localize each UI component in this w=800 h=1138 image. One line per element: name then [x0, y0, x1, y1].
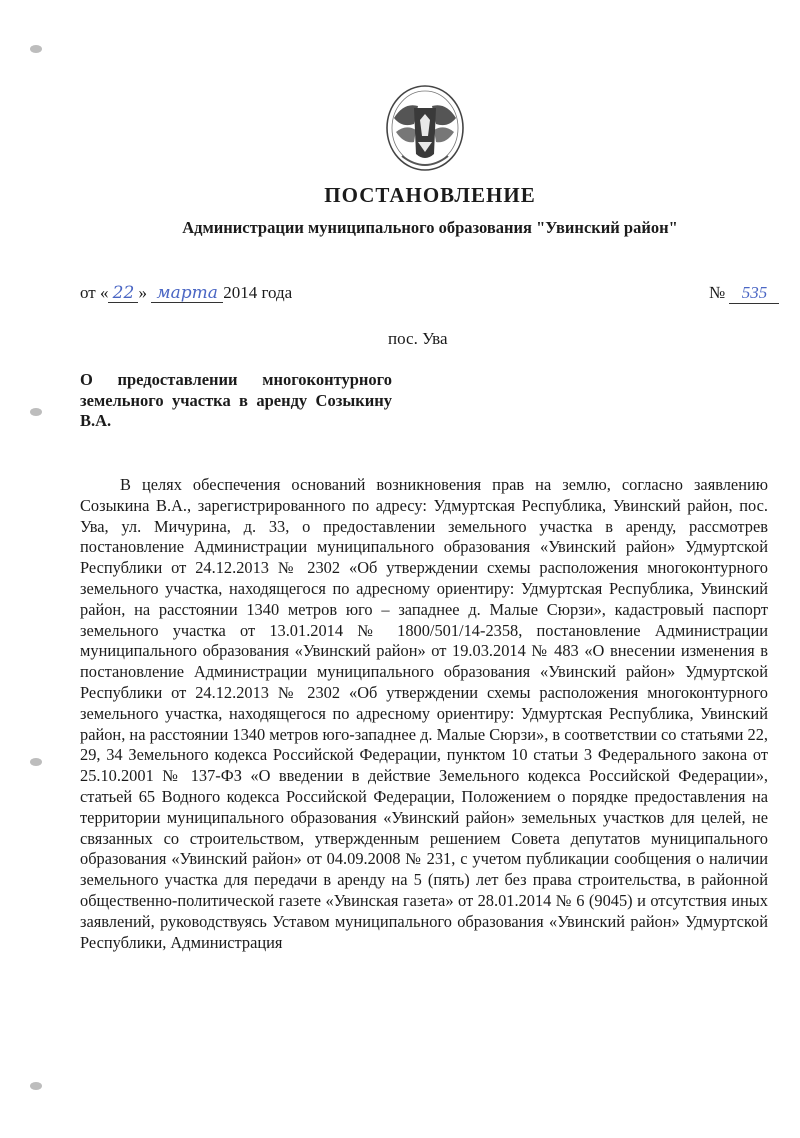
place-of-issue: пос. Ува — [388, 329, 448, 348]
date-day: 22 — [108, 285, 138, 303]
punch-hole — [30, 408, 42, 416]
punch-hole — [30, 1082, 42, 1090]
date-year: 2014 года — [223, 283, 293, 302]
document-subject: О предоставлении многоконтурного земельного участка в аренду Созыкину В.А. — [80, 370, 392, 430]
date-month: марта — [151, 285, 223, 303]
punch-hole — [30, 758, 42, 766]
date-prefix: от « — [80, 283, 109, 302]
date-line — [80, 283, 292, 303]
body-paragraph: В целях обеспечения оснований возникновения прав на землю, согласно заявлению Созыкина В.А., зарегистрированного по адресу: Удмуртская Республика, Увинский район, пос. Ува, ул. Мичурина, д. 33, о предоставлении земельного участка в аренду, рассмотрев постановление Администрации муниципального образования «Увинский район» Удмуртской Республики от 24.12.2013 № 2302 «Об утверждении схемы расположения многоконтурного земельного участка, находящегося по адресному ориентиру: Удмуртская Республика, Увинский район, на расстоянии 1340 метров юго – западнее д. Малые Сюрзи», кадастровый паспорт земельного участка от 13.01.2014 № 1800/501/14-2358, постановление Администрации муниципального образования «Увинский район» от 19.03.2014 № 483 «О внесении изменения в постановление Администрации муниципального образования «Увинский район» Удмуртской Республики от 24.12.2013 № 2302 «Об утверждении схемы расположения многоконтурного земельного участка, находящегося по адресному ориентиру: Удмуртская Республика, Увинский район, на расстоянии 1340 метров юго-западнее д. Малые Сюрзи», в соответствии со статьями 22, 29, 34 Земельного кодекса Российской Федерации, пунктом 10 статьи 3 Федерального закона от 25.10.2001 № 137-ФЗ «О введении в действие Земельного кодекса Российской Федерации», статьей 65 Водного кодекса Российской Федерации, Положением о порядке предоставления на территории муниципального образования «Увинский район» земельных участков для целей, не связанных со строительством, утвержденным решением Совета депутатов муниципального образования «Увинский район» от 04.09.2008 № 231, с учетом публикации сообщения о наличии земельного участка для передачи в аренду на 5 (пять) лет без права строительства, в районной общественно-политической газете «Увинская газета» от 28.01.2014 № 6 (9045) и отсутствия иных заявлений, руководствуясь Уставом муниципального образования «Увинский район» Удмуртской Республики, Администрация — [80, 475, 768, 952]
date-mid: » — [138, 283, 147, 302]
number-prefix: № — [709, 283, 726, 302]
document-number — [709, 283, 779, 304]
punch-hole — [30, 45, 42, 53]
document-subtitle: Администрации муниципального образования "Увинский район" — [182, 218, 678, 237]
coat-of-arms-icon — [384, 84, 466, 172]
number-value: 535 — [729, 283, 779, 304]
document-title: ПОСТАНОВЛЕНИЕ — [324, 183, 536, 207]
